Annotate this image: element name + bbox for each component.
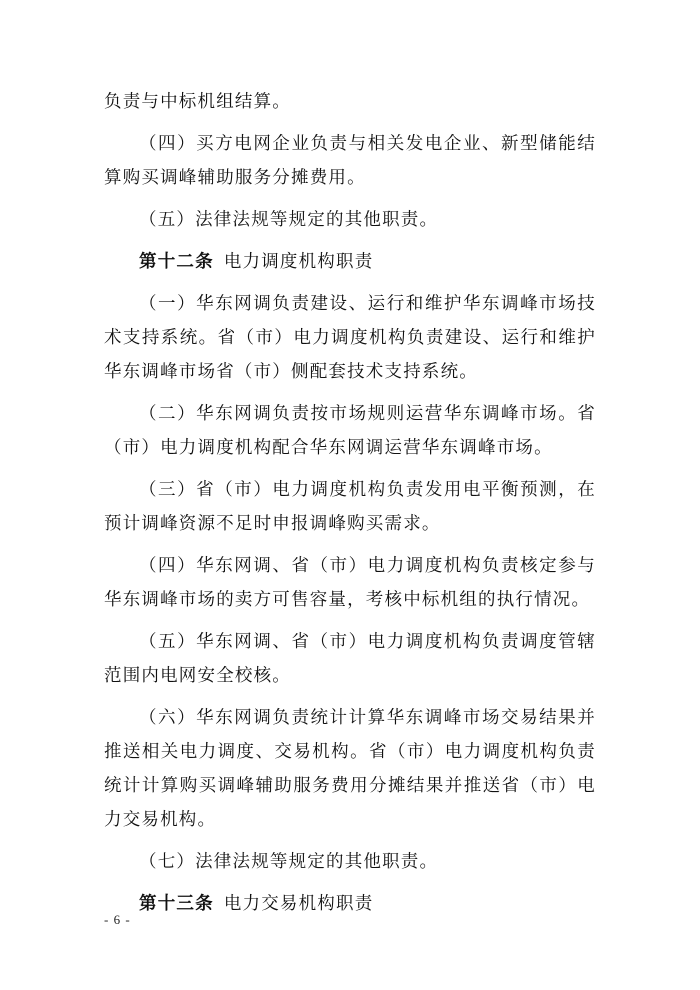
- article-title: 电力调度机构职责: [223, 252, 374, 272]
- list-item-paragraph: （二）华东网调负责按市场规则运营华东调峰市场。省（市）电力调度机构配合华东网调运营华东调峰市场。: [104, 404, 596, 458]
- document-body: [104, 85, 596, 921]
- list-item-paragraph: （四）买方电网企业负责与相关发电企业、新型储能结算购买调峰辅助服务分摊费用。: [104, 134, 596, 188]
- article-number: 第十三条: [139, 894, 214, 914]
- list-item-paragraph: （一）华东网调负责建设、运行和维护华东调峰市场技术支持系统。省（市）电力调度机构负责建设、运行和维护华东调峰市场省（市）侧配套技术支持系统。: [104, 294, 596, 382]
- page-number: - 6 -: [104, 912, 131, 927]
- list-item-paragraph: （四）华东网调、省（市）电力调度机构负责核定参与华东调峰市场的卖方可售容量，考核中标机组的执行情况。: [104, 556, 596, 610]
- article-title: 电力交易机构职责: [223, 894, 374, 914]
- list-item-paragraph: （五）华东网调、省（市）电力调度机构负责调度管辖范围内电网安全校核。: [104, 632, 596, 686]
- list-item-paragraph: （五）法律法规等规定的其他职责。: [139, 210, 439, 230]
- article-heading: [104, 245, 596, 279]
- article-heading: [104, 887, 596, 921]
- list-item-paragraph: （三）省（市）电力调度机构负责发用电平衡预测，在预计调峰资源不足时申报调峰购买需求。: [104, 480, 596, 534]
- list-item-paragraph: （七）法律法规等规定的其他职责。: [139, 852, 439, 872]
- continued-paragraph: 负责与中标机组结算。: [104, 92, 291, 112]
- article-number: 第十二条: [139, 252, 214, 272]
- list-item-paragraph: （六）华东网调负责统计计算华东调峰市场交易结果并推送相关电力调度、交易机构。省（市）电力调度机构负责统计计算购买调峰辅助服务费用分摊结果并推送省（市）电力交易机构。: [104, 708, 596, 830]
